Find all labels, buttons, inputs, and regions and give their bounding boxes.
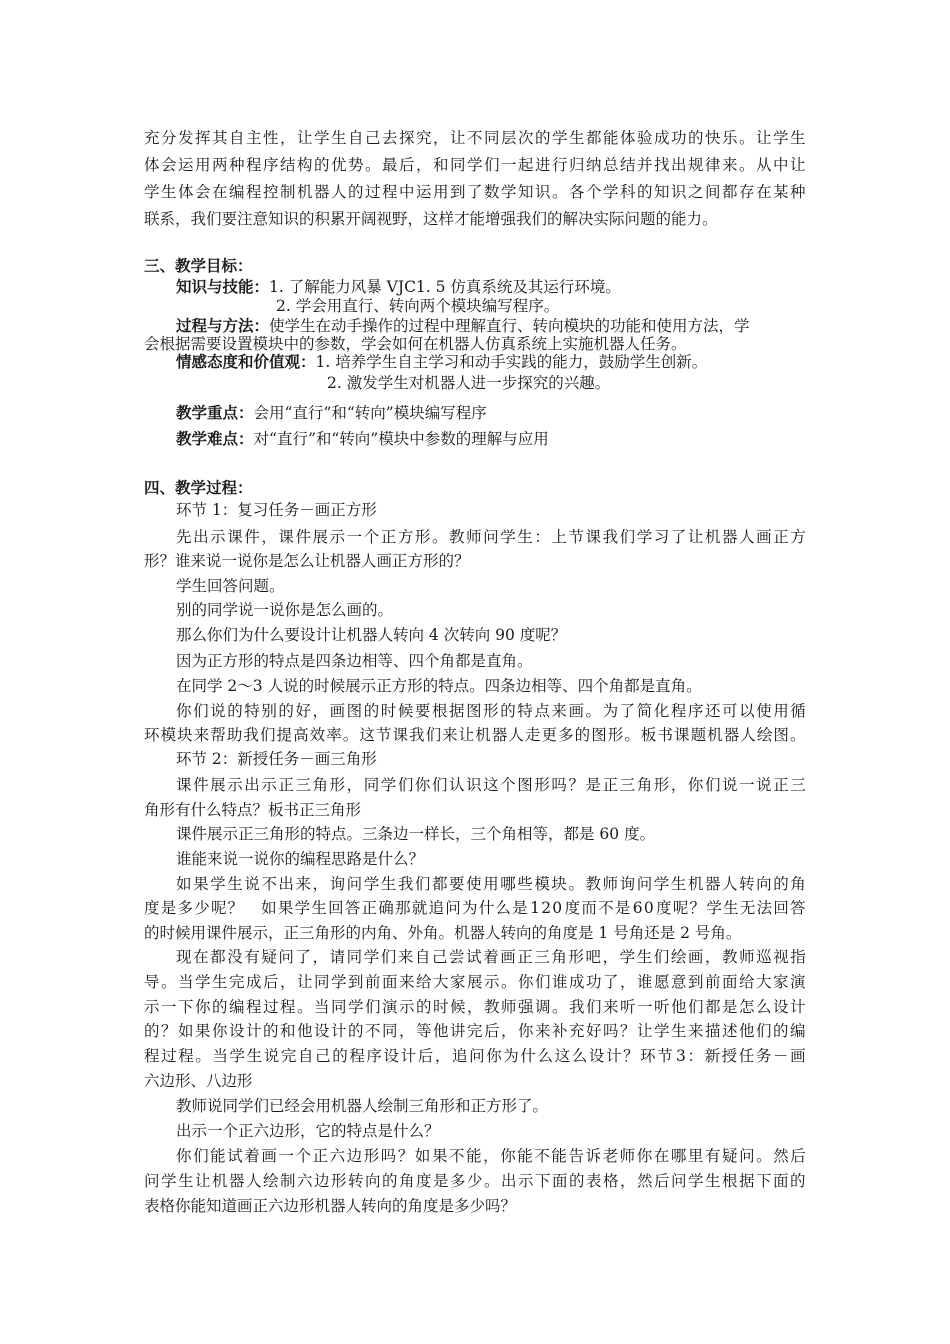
emotion-item: 1. 培养学生自主学习和动手实践的能力，鼓励学生创新。 <box>315 353 708 371</box>
process-line: 在同学 2～3 人说的时候展示正方形的特点。四条边相等、四个角都是直角。 <box>176 677 702 695</box>
process-line: 的 ？ 如 果 你 设 计 的 和 他 设 计 的 不 同 ， 等 他 讲 完 后 ， 你 来 补 充 好 吗 ？ 让 学 生 来 描 述 他 们 的 编 <box>144 1022 806 1040</box>
process-line: 课 件 展 示 出 示 正 三 角 形 ， 同 学 们 你 们 认 识 这 个 图 形 吗 ？ 是 正 三 角 形 ， 你 们 说 一 说 正 三 <box>176 776 806 794</box>
process-method-text <box>176 316 750 336</box>
knowledge-label: 知识与技能： <box>176 277 270 296</box>
key-point-row <box>176 403 487 423</box>
emotion-label: 情感态度和价值观： <box>176 352 316 371</box>
process-line: 如 果 学 生 说 不 出 来 ， 询 问 学 生 我 们 都 要 使 用 哪 些 模 块 。 教 师 询 问 学 生 机 器 人 转 向 的 角 <box>176 875 806 893</box>
process-line: 出示一个正六边形，它的特点是什么？ <box>176 1122 440 1140</box>
process-method-label: 过程与方法： <box>176 316 270 335</box>
process-line: 那么你们为什么要设计让机器人转向 4 次转向 90 度呢？ <box>176 626 567 644</box>
difficulty-text: 对“直行”和“转向”模块中参数的理解与应用 <box>253 430 549 448</box>
process-line: 环节 2：新授任务－画三角形 <box>176 750 377 768</box>
intro-line: 体 会 运 用 两 种 程 序 结 构 的 优 势 。 最 后 ， 和 同 学 们 一 起 进 行 归 纳 总 结 并 找 出 规 律 来 。 从 中 让 <box>144 156 806 174</box>
process-line: 的时候用课件展示，正三角形的内角、外角。机器人转向的角度是 1 号角还是 2 号角。 <box>144 924 742 942</box>
process-line: 环 模 块 来 帮 助 我 们 提 高 效 率 。 这 节 课 我 们 来 让 机 器 人 走 更 多 的 图 形 。 板 书 课 题 机 器 人 绘 图 。 <box>144 726 806 744</box>
process-line: 你 们 能 试 着 画 一 个 正 六 边 形 吗 ？ 如 果 不 能 ， 你 能 不 能 告 诉 老 师 你 在 哪 里 有 疑 问 。 然 后 <box>176 1147 806 1165</box>
emotion-row <box>176 352 707 372</box>
emotion-item: 2. 激发学生对机器人进一步探究的兴趣。 <box>327 374 611 392</box>
intro-line: 学 生 体 会 在 编 程 控 制 机 器 人 的 过 程 中 运 用 到 了 数 学 知 识 。 各 个 学 科 的 知 识 之 间 都 存 在 某 种 <box>144 183 806 201</box>
process-line: 因为正方形的特点是四条边相等、四个角都是直角。 <box>176 652 533 670</box>
process-line: 你 们 说 的 特 别 的 好 ， 画 图 的 时 候 要 根 据 图 形 的 特 点 来 画 。 为 了 简 化 程 序 还 可 以 使 用 循 <box>176 702 806 720</box>
process-line: 课件展示正三角形的特点。三条边一样长，三个角相等，都是 60 度。 <box>176 825 656 843</box>
knowledge-item: 1. 了解能力风暴 VJC1. 5 仿真系统及其运行环境。 <box>269 278 621 296</box>
knowledge-row <box>176 277 621 297</box>
process-method-row <box>176 316 806 336</box>
difficulty-row <box>176 429 549 449</box>
process-line: 教师说同学们已经会用机器人绘制三角形和正方形了。 <box>176 1097 549 1115</box>
process-line: 度 是 多 少 呢 ？ 如 果 学 生 回 答 正 确 那 就 追 问 为 什 么 是 1 2 0 度 而 不 是 6 0 度 呢 ？ 学 生 无 法 回 答 <box>144 899 806 917</box>
process-line: 六边形、八边形 <box>144 1072 253 1090</box>
section-heading-objectives: 三、教学目标： <box>144 256 253 275</box>
process-method-line: 会根据需要设置模块中的参数，学会如何在机器人仿真系统上实施机器人任务。 <box>144 335 687 353</box>
key-point-label: 教学重点： <box>176 403 254 422</box>
section-heading-process: 四、教学过程： <box>144 478 253 497</box>
intro-line: 联系，我们要注意知识的积累开阔视野，这样才能增强我们的解决实际问题的能力。 <box>144 210 718 228</box>
process-line: 谁能来说一说你的编程思路是什么？ <box>176 850 425 868</box>
process-line: 先 出 示 课 件 ， 课 件 展 示 一 个 正 方 形 。 教 师 问 学 生 ： 上 节 课 我 们 学 习 了 让 机 器 人 画 正 方 <box>176 528 806 546</box>
process-line: 程 过 程 。 当 学 生 说 完 自 己 的 程 序 设 计 后 ， 追 问 你 为 什 么 这 么 设 计 ？ 环 节 3 ： 新 授 任 务 － 画 <box>144 1047 806 1065</box>
process-line: 问 学 生 让 机 器 人 绘 制 六 边 形 转 向 的 角 度 是 多 少 。 出 示 下 面 的 表 格 ， 然 后 问 学 生 根 据 下 面 的 <box>144 1172 806 1190</box>
process-line: 示 一 下 你 的 编 程 过 程 。 当 同 学 们 演 示 的 时 候 ， 教 师 强 调 。 我 们 来 听 一 听 他 们 都 是 怎 么 设 计 <box>144 998 806 1016</box>
process-line: 现 在 都 没 有 疑 问 了 ， 请 同 学 们 来 自 己 尝 试 着 画 正 三 角 形 吧 ， 学 生 们 绘 画 ， 教 师 巡 视 指 <box>176 948 806 966</box>
process-line: 导 。 当 学 生 完 成 后 ， 让 同 学 到 前 面 来 给 大 家 展 示 。 你 们 谁 成 功 了 ， 谁 愿 意 到 前 面 给 大 家 演 <box>144 973 806 991</box>
knowledge-item: 2. 学会用直行、转向两个模块编写程序。 <box>276 297 560 315</box>
process-line: 角形有什么特点？板书正三角形 <box>144 801 362 819</box>
process-line: 形？谁来说一说你是怎么让机器人画正方形的？ <box>144 552 470 570</box>
key-point-text: 会用“直行”和“转向”模块编写程序 <box>253 404 487 422</box>
process-line: 别的同学说一说你是怎么画的。 <box>176 601 394 619</box>
process-line: 表格你能知道画正六边形机器人转向的角度是多少吗？ <box>144 1197 517 1215</box>
intro-line: 充 分 发 挥 其 自 主 性 ， 让 学 生 自 己 去 探 究 ， 让 不 同 层 次 的 学 生 都 能 体 验 成 功 的 快 乐 。 让 学 生 <box>144 129 806 147</box>
process-method-line: 使学生在动手操作的过程中理解直行、转向模块的功能和使用方法，学 <box>269 317 750 335</box>
process-line: 环节 1：复习任务－画正方形 <box>176 501 377 519</box>
difficulty-label: 教学难点： <box>176 429 254 448</box>
process-line: 学生回答问题。 <box>176 577 285 595</box>
